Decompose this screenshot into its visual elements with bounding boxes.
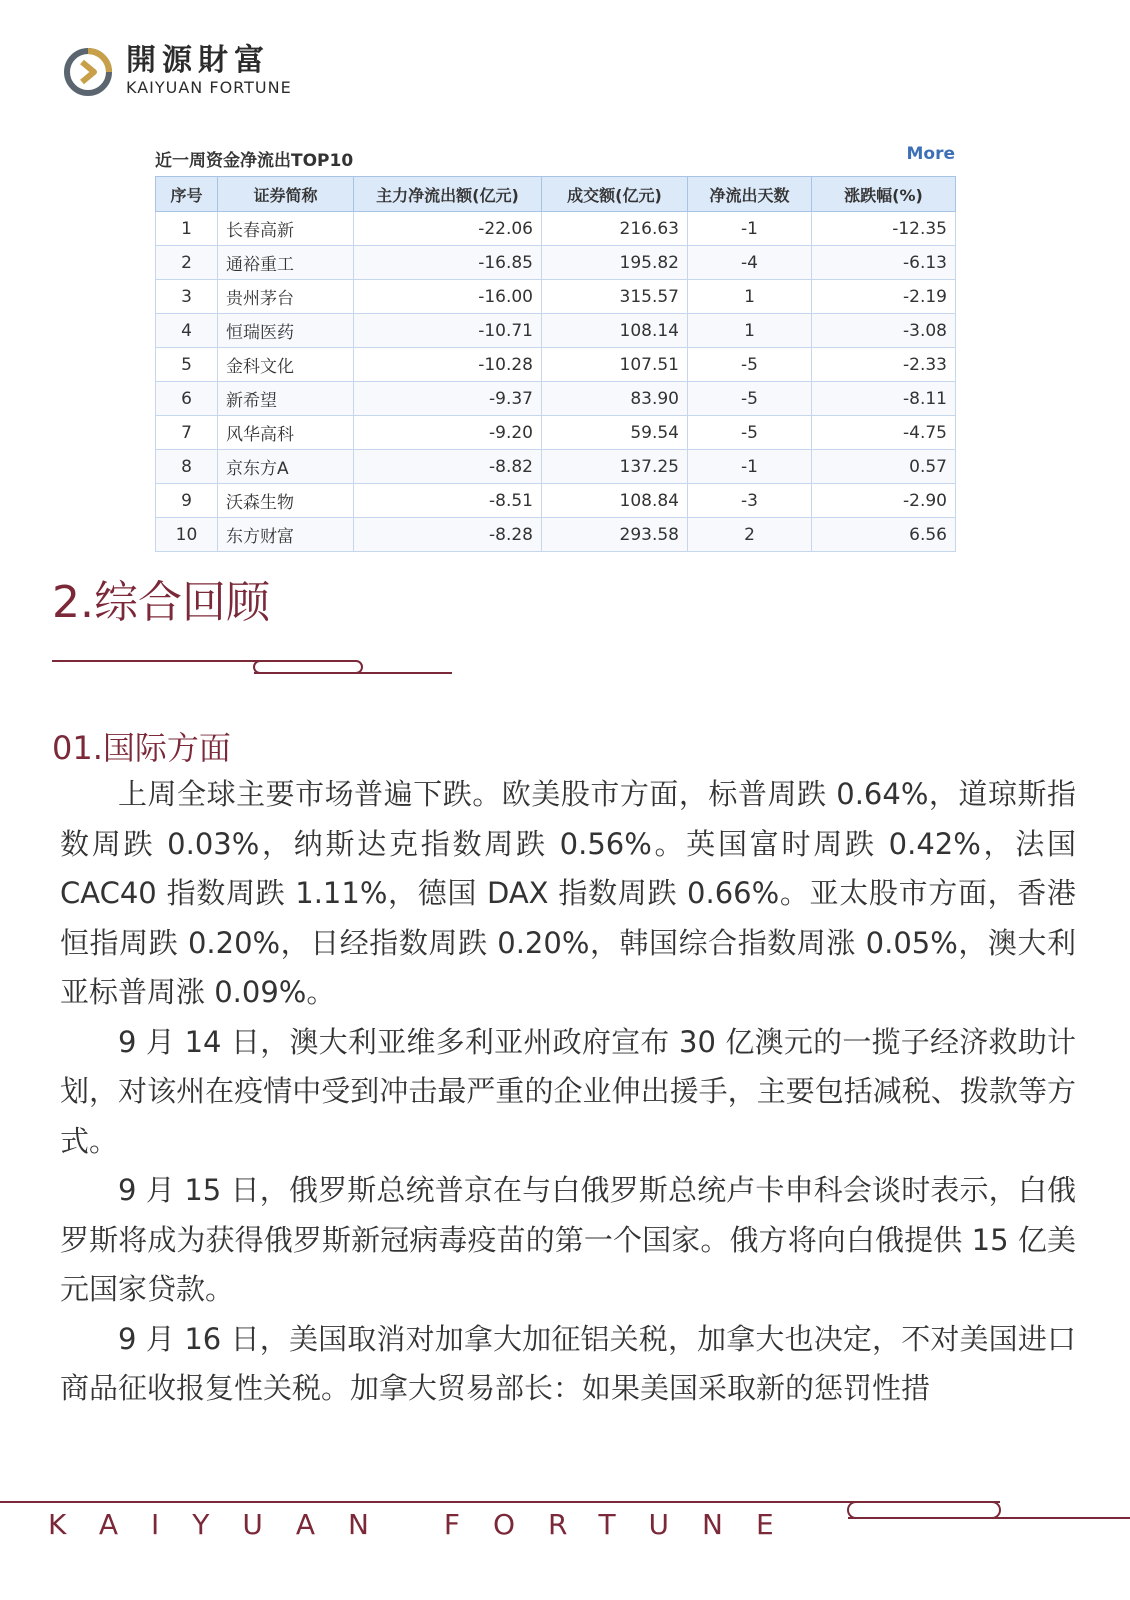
- turnover-value: 107.51: [542, 348, 688, 382]
- net-outflow-value: -16.85: [354, 246, 542, 280]
- net-outflow-table: [155, 176, 956, 552]
- net-outflow-value: -9.37: [354, 382, 542, 416]
- table-row: [156, 416, 956, 450]
- net-outflow-value: -22.06: [354, 212, 542, 246]
- outflow-days-value: -5: [688, 382, 812, 416]
- row-index: 10: [156, 518, 218, 552]
- outflow-days-value: 2: [688, 518, 812, 552]
- table-row: [156, 484, 956, 518]
- column-header-net-outflow: 主力净流出额(亿元): [354, 177, 542, 212]
- subsection-title: 01.国际方面: [52, 729, 231, 767]
- row-index: 3: [156, 280, 218, 314]
- table-header-row: [156, 177, 956, 212]
- paragraph: 9 月 16 日，美国取消对加拿大加征铝关税，加拿大也决定，不对美国进口商品征收报复性关税。加拿大贸易部长：如果美国采取新的惩罚性措: [60, 1321, 1076, 1405]
- stock-name-link[interactable]: 新希望: [218, 382, 354, 416]
- net-outflow-value: -16.00: [354, 280, 542, 314]
- row-index: 9: [156, 484, 218, 518]
- outflow-days-value: -5: [688, 348, 812, 382]
- widget-header: [155, 142, 955, 176]
- table-row: [156, 518, 956, 552]
- turnover-value: 315.57: [542, 280, 688, 314]
- net-outflow-value: -10.28: [354, 348, 542, 382]
- stock-name-link[interactable]: 恒瑞医药: [218, 314, 354, 348]
- kaiyuan-logo-icon: [62, 46, 114, 98]
- change-pct-value: -4.75: [812, 416, 956, 450]
- table-row: [156, 246, 956, 280]
- table-row: [156, 212, 956, 246]
- column-header-name: 证券简称: [218, 177, 354, 212]
- paragraph: 9 月 15 日，俄罗斯总统普京在与白俄罗斯总统卢卡申科会谈时表示，白俄罗斯将成为获得俄罗斯新冠病毒疫苗的第一个国家。俄方将向白俄提供 15 亿美元国家贷款。: [60, 1173, 1076, 1306]
- row-index: 4: [156, 314, 218, 348]
- net-outflow-value: -9.20: [354, 416, 542, 450]
- stock-name-link[interactable]: 金科文化: [218, 348, 354, 382]
- change-pct-value: -8.11: [812, 382, 956, 416]
- turnover-value: 108.14: [542, 314, 688, 348]
- logo-chinese-name: 開源財富: [126, 43, 270, 78]
- outflow-days-value: -3: [688, 484, 812, 518]
- logo-english-name: KAIYUAN FORTUNE: [126, 78, 292, 97]
- turnover-value: 216.63: [542, 212, 688, 246]
- turnover-value: 195.82: [542, 246, 688, 280]
- change-pct-value: -2.19: [812, 280, 956, 314]
- row-index: 1: [156, 212, 218, 246]
- net-outflow-value: -8.51: [354, 484, 542, 518]
- change-pct-value: -2.90: [812, 484, 956, 518]
- row-index: 2: [156, 246, 218, 280]
- change-pct-value: -12.35: [812, 212, 956, 246]
- article-body: [60, 770, 1076, 1414]
- section-divider: [52, 658, 462, 692]
- net-outflow-value: -8.28: [354, 518, 542, 552]
- row-index: 7: [156, 416, 218, 450]
- net-outflow-value: -8.82: [354, 450, 542, 484]
- column-header-outflow-days: 净流出天数: [688, 177, 812, 212]
- net-outflow-value: -10.71: [354, 314, 542, 348]
- outflow-days-value: -5: [688, 416, 812, 450]
- stock-name-link[interactable]: 长春高新: [218, 212, 354, 246]
- table-row: [156, 280, 956, 314]
- change-pct-value: -2.33: [812, 348, 956, 382]
- outflow-days-value: -4: [688, 246, 812, 280]
- more-link[interactable]: More: [906, 144, 955, 164]
- column-header-index: 序号: [156, 177, 218, 212]
- stock-name-link[interactable]: 风华高科: [218, 416, 354, 450]
- paragraph: 9 月 14 日，澳大利亚维多利亚州政府宣布 30 亿澳元的一揽子经济救助计划，对该州在疫情中受到冲击最严重的企业伸出援手，主要包括减税、拨款等方式。: [60, 1024, 1076, 1158]
- turnover-value: 137.25: [542, 450, 688, 484]
- footer-brand-text: KAIYUAN FORTUNE: [48, 1508, 807, 1541]
- stock-name-link[interactable]: 贵州茅台: [218, 280, 354, 314]
- outflow-days-value: -1: [688, 212, 812, 246]
- table-row: [156, 382, 956, 416]
- outflow-days-value: -1: [688, 450, 812, 484]
- table-row: [156, 314, 956, 348]
- column-header-turnover: 成交额(亿元): [542, 177, 688, 212]
- stock-name-link[interactable]: 东方财富: [218, 518, 354, 552]
- stock-name-link[interactable]: 沃森生物: [218, 484, 354, 518]
- outflow-days-value: 1: [688, 280, 812, 314]
- row-index: 8: [156, 450, 218, 484]
- turnover-value: 83.90: [542, 382, 688, 416]
- table-row: [156, 348, 956, 382]
- row-index: 5: [156, 348, 218, 382]
- turnover-value: 108.84: [542, 484, 688, 518]
- change-pct-value: -6.13: [812, 246, 956, 280]
- paragraph: 上周全球主要市场普遍下跌。欧美股市方面，标普周跌 0.64%，道琼斯指数周跌 0.03%，纳斯达克指数周跌 0.56%。英国富时周跌 0.42%，法国 CAC40 指数周跌 1.11%，德国 DAX 指数周跌 0.66%。亚太股市方面，香港恒指周跌 0.20%，日经指数周跌 0.20%，韩国综合指数周涨 0.05%，澳大利亚标普周涨 0.09%。: [60, 777, 1076, 1009]
- turnover-value: 293.58: [542, 518, 688, 552]
- stock-name-link[interactable]: 京东方A: [218, 450, 354, 484]
- row-index: 6: [156, 382, 218, 416]
- table-row: [156, 450, 956, 484]
- change-pct-value: 6.56: [812, 518, 956, 552]
- outflow-days-value: 1: [688, 314, 812, 348]
- turnover-value: 59.54: [542, 416, 688, 450]
- change-pct-value: -3.08: [812, 314, 956, 348]
- stock-name-link[interactable]: 通裕重工: [218, 246, 354, 280]
- net-outflow-widget: [155, 142, 955, 552]
- column-header-change-pct: 涨跌幅(%): [812, 177, 956, 212]
- widget-title: 近一周资金净流出TOP10: [155, 151, 354, 171]
- section-title: 2.综合回顾: [52, 577, 270, 628]
- change-pct-value: 0.57: [812, 450, 956, 484]
